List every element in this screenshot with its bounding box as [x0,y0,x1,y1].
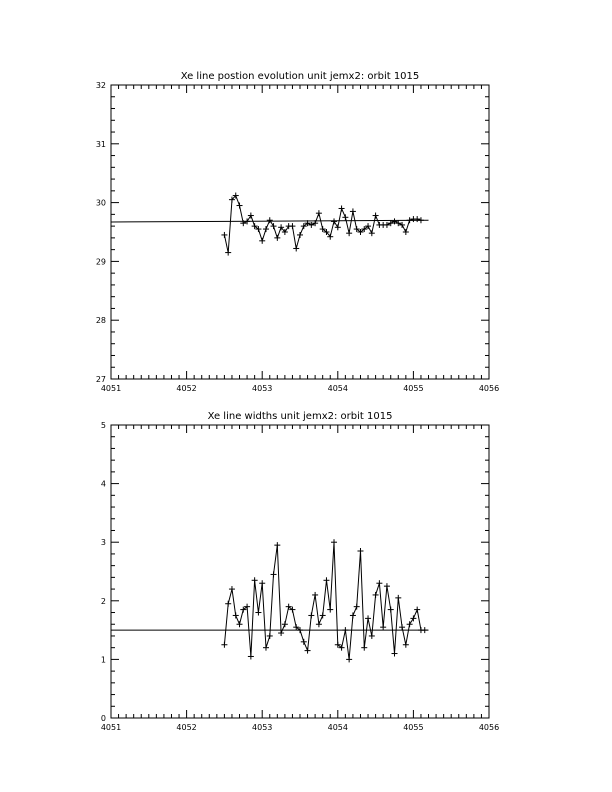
data-point [278,630,284,636]
data-point [259,238,265,244]
data-point [399,624,405,630]
data-point [263,645,269,651]
plot-frame [111,425,489,718]
data-point [312,592,318,598]
data-point [248,653,254,659]
data-point [331,218,337,224]
data-point [274,542,280,548]
data-point [331,539,337,545]
y-tick-label: 30 [95,198,106,208]
x-tick-label: 4054 [327,723,348,732]
data-point [320,612,326,618]
x-tick-label: 4052 [176,723,197,732]
data-point [376,580,382,586]
data-point [342,214,348,220]
data-point [316,210,322,216]
data-point [259,580,265,586]
data-point [346,230,352,236]
y-tick-label: 5 [100,421,106,430]
data-point [350,612,356,618]
data-point [380,624,386,630]
data-point [407,217,413,223]
x-tick-label: 4051 [100,723,122,732]
data-point [305,648,311,654]
data-point [403,229,409,235]
position-evolution-plot [96,71,499,393]
data-point [392,651,398,657]
data-point [357,548,363,554]
data-point [316,621,322,627]
data-point [237,203,243,209]
data-point [267,217,273,223]
x-tick-label: 4051 [100,384,122,393]
data-point [271,223,277,229]
data-point [282,621,288,627]
data-point [255,610,261,616]
data-point [403,642,409,648]
x-tick-label: 4053 [252,384,273,393]
data-point [373,213,379,219]
data-point [293,245,299,251]
data-point [233,612,239,618]
chart-title: Xe line widths unit jemx2: orbit 1015 [207,411,393,422]
data-point [369,230,375,236]
line-widths-plot [101,411,499,732]
data-point [289,223,295,229]
y-tick-label: 29 [95,257,106,267]
x-tick-label: 4056 [478,384,500,393]
x-tick-label: 4055 [403,384,424,393]
data-point [252,577,258,583]
data-point [361,645,367,651]
data-point [267,633,273,639]
data-point [221,642,227,648]
data-point [229,586,235,592]
data-point [297,232,303,238]
data-point [339,205,345,211]
data-point [384,583,390,589]
data-point [395,595,401,601]
data-point [301,639,307,645]
chart-title: Xe line postion evolution unit jemx2: orbit 1015 [180,71,420,82]
data-point [323,577,329,583]
x-tick-label: 4056 [478,723,500,732]
data-point [221,232,227,238]
y-tick-label: 0 [100,714,106,723]
data-point [342,627,348,633]
y-tick-label: 3 [100,538,106,548]
data-point [225,601,231,607]
series-line [224,196,421,253]
data-point [350,208,356,214]
data-point [414,607,420,613]
data-point [308,612,314,618]
data-point [271,571,277,577]
y-tick-label: 2 [100,596,106,606]
series-line [224,542,424,659]
x-tick-label: 4053 [252,723,273,732]
y-tick-label: 31 [95,139,106,149]
y-tick-label: 4 [100,479,106,489]
data-point [335,224,341,230]
data-point [414,216,420,222]
y-tick-label: 28 [95,316,106,326]
data-point [373,592,379,598]
data-point [354,604,360,610]
data-point [369,633,375,639]
y-tick-label: 27 [95,375,106,384]
data-point [248,213,254,219]
data-point [365,615,371,621]
y-tick-label: 1 [100,655,106,665]
data-point [418,217,424,223]
x-tick-label: 4052 [176,384,197,393]
data-point [422,627,428,633]
data-point [388,607,394,613]
data-point [225,250,231,256]
data-point [346,656,352,662]
data-point [237,621,243,627]
data-point [263,226,269,232]
x-tick-label: 4055 [403,723,424,732]
data-point [274,235,280,241]
y-tick-label: 32 [95,81,106,90]
data-point [407,621,413,627]
data-point [327,607,333,613]
data-point [410,615,416,621]
x-tick-label: 4054 [327,384,348,393]
